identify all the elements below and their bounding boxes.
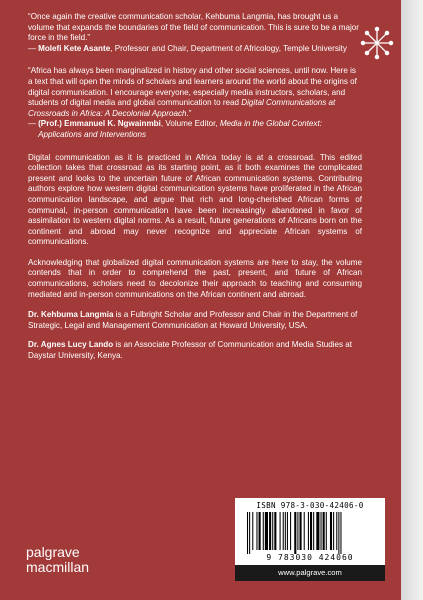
right-edge-stripe: [401, 0, 423, 600]
barcode-bar: [333, 512, 334, 550]
blurb-paragraph-2: Acknowledging that globalized digital communication systems are here to stay, the volume contends that in order to comprehend the past, present, and future of African communications, scholars need to decolonize their approach to teaching and consuming mediated and in-person communications on the African continent and abroad.: [28, 257, 362, 299]
barcode-bar: [265, 512, 268, 550]
barcode-bar: [323, 512, 325, 550]
quote-2-text-before: “Africa has always been marginalized in history and other social sciences, until now. Here is a text that will open the minds of scholars and learners around the world about the origins of digital communication. I encourage everyone, especially media instructors, scholars, and students of digital media and global communication to read: [28, 66, 357, 108]
bio-1: [28, 310, 362, 331]
quote-1-text: “Once again the creative communication scholar, Kehbuma Langmia, has brought us a volume that expands the boundaries of the field of communication. This is sure to be a major force in the field.”: [28, 12, 359, 43]
barcode-bar: [300, 512, 302, 550]
attribution-dash: —: [28, 119, 37, 129]
barcode-bar: [256, 512, 257, 550]
endorsement-quote-2: [28, 66, 362, 140]
barcode-bar: [304, 512, 305, 550]
palgrave-star-logo-icon: [360, 26, 394, 60]
publisher-name-line-2: macmillan: [26, 559, 90, 575]
barcode-bar: [285, 512, 286, 550]
ean-number: 9 783030 424060: [266, 553, 354, 562]
barcode-bar: [316, 512, 319, 550]
barcode-bar: [287, 512, 288, 550]
isbn-label: ISBN 978-3-030-42406-0: [256, 501, 364, 510]
publisher-url[interactable]: www.palgrave.com: [235, 565, 385, 581]
barcode-bar: [336, 512, 337, 550]
barcode-bar: [294, 512, 296, 554]
barcode-bar: [338, 512, 339, 554]
quote-2-text-after: .”: [186, 108, 192, 118]
barcode-bar: [290, 512, 291, 550]
quote-2-role: , Volume Editor,: [160, 119, 220, 129]
bio-1-text: is a Fulbright Scholar and Professor and Chair in the Department of Strategic, Legal and Management Communication at Howard University, USA.: [28, 310, 358, 330]
back-cover-text: [28, 12, 362, 371]
quote-1-role: , Professor and Chair, Department of Africology, Temple University: [110, 43, 347, 53]
attribution-body: [38, 119, 362, 140]
barcode-bar: [252, 512, 253, 550]
bio-2-name: Dr. Agnes Lucy Lando: [28, 340, 114, 350]
barcode-bar: [330, 512, 332, 550]
bio-2: [28, 340, 362, 361]
barcode-bar: [308, 512, 309, 550]
barcode-bars: [245, 512, 375, 554]
quote-2-book-title: Digital Communications at Crossroads in Africa: A Decolonial Approach: [28, 98, 336, 118]
barcode-bar: [326, 512, 327, 550]
barcode-bar: [283, 512, 284, 550]
publisher-logo: [26, 545, 89, 575]
barcode-bar: [274, 512, 276, 550]
barcode-bar: [247, 512, 248, 554]
barcode-bar: [259, 512, 261, 550]
quote-2-attribution: [28, 119, 362, 140]
barcode-bar: [340, 512, 341, 554]
barcode-bar: [297, 512, 298, 550]
publisher-name-line-1: palgrave: [26, 544, 80, 560]
author-bios: [28, 310, 362, 361]
quote-1-attribution: [28, 44, 362, 55]
barcode-bar: [269, 512, 271, 550]
bio-1-name: Dr. Kehbuma Langmia: [28, 310, 114, 320]
quote-1-author: Molefi Kete Asante: [38, 43, 111, 53]
barcode-bar: [272, 512, 273, 550]
barcode-bar: [310, 512, 312, 550]
attribution-body: [38, 44, 362, 55]
barcode-bar: [249, 512, 250, 554]
blurb-paragraph-1: Digital communication as it is practiced in Africa today is at a crossroad. This edited collection takes that crossroad as its starting point, as it both examines the complicated present and looks to the uncertain future of African communication systems. Contributing authors explore how western digital communication systems have proliferated in the African communication landscape, and argue that rich and long-cherished African forms of communal, in-person communication have been increasingly abandoned in favor of assimilation to western digital norms. As a result, future generations of Africans born on the continent and abroad may never recognize and appreciate African systems of communications.: [28, 152, 362, 247]
endorsement-quote-1: [28, 12, 362, 54]
bio-2-text: is an Associate Professor of Communication and Media Studies at Daystar University, Kenya.: [28, 340, 353, 361]
barcode-bar: [321, 512, 322, 550]
quote-2-text: [28, 66, 362, 119]
barcode-bar: [263, 512, 264, 550]
attribution-dash: —: [28, 43, 37, 53]
quote-2-author: (Prof.) Emmanuel K. Ngwainmbi: [38, 119, 161, 129]
barcode-bar: [280, 512, 281, 550]
barcode-box: [235, 498, 385, 581]
quote-2-role-title: Media in the Global Context: Applications and Interventions: [38, 119, 322, 139]
barcode-bar: [313, 512, 314, 550]
